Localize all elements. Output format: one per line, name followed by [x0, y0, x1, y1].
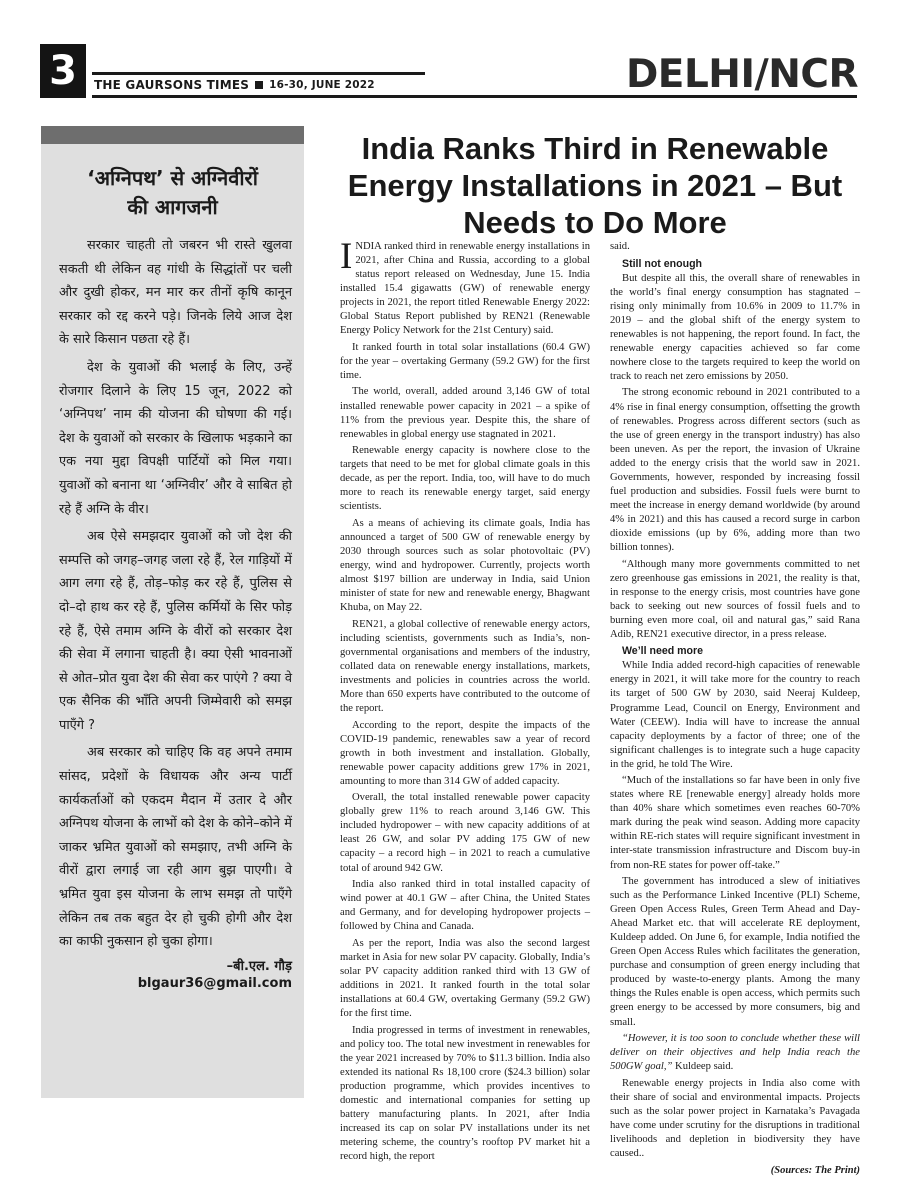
article-column-1	[340, 236, 590, 1167]
article-column-2	[610, 240, 860, 1178]
article-paragraph: According to the report, despite the impacts of the COVID-19 pandemic, renewables saw a year of record growth in both investment and installation. Globally, renewable power capacity additions grew 17% in 2021, amounting to more than 314 GW of added capacity.	[340, 719, 590, 787]
article-paragraph: But despite all this, the overall share of renewables in the world’s final energy consumption has stagnated – rising only minimally from 10.6% in 2009 to 11.7% in 2019 – and the global shift of the energy system to renewables is not happening, the report found. In fact, the renewable energy capacities achieved so far come nowhere close to the targets required to keep the world on track to reach net zero emissions by 2050.	[610, 272, 860, 382]
article-paragraph	[610, 1032, 860, 1074]
opinion-paragraph: सरकार चाहती तो जबरन भी रास्ते खुलवा सकती थी लेकिन वह गांधी के सिद्धांतों पर चली और दुखी होकर, मन मार कर तीनों कृषि कानून सरकार को रद्द करने पड़े। जिनके लिये आज देश के सारे किसान पछता रहे हैं।	[59, 238, 292, 348]
article-subhead: Still not enough	[622, 257, 703, 270]
article-paragraph: Renewable energy projects in India also come with their share of social and environmental impacts. Projects such as the solar power project in Karnataka’s Pavagada have come under scrutiny for the disruptions in traditional livelihoods and depletion in biodiversity they have caused..	[610, 1077, 860, 1159]
article-paragraph: While India added record-high capacities of renewable energy in 2021, it will take more for the country to reach its target of 500 GW by 2030, said Neeraj Kuldeep, Programme Lead, Council on Energy, Environment and Water (CEEW). India will have to increase the annual capacity deployments by a factor of three; one of the significant challenges is to integrate such a huge capacity in the grid, he told The Wire.	[610, 660, 860, 770]
article-paragraph: “Although many more governments committed to net zero greenhouse gas emissions in 2021, the reality is that, in response to the energy crisis, most countries have gone back to seeking out new sources of fossil fuels and to burning even more coal, oil and natural gas,” said Rana Adib, REN21 executive director, in a press release.	[610, 558, 860, 640]
article-paragraph: Overall, the total installed renewable power capacity globally grew 11% to reach around 3,146 GW. This included hydropower – with new capacity additions of at least 26 GW, and solar PV adding 175 GW of new capacity – a record high – in 2021 to reach a cumulative total of around 942 GW.	[340, 792, 590, 874]
opinion-title	[59, 164, 286, 222]
article-paragraph: INDIA ranked third in renewable energy installations in 2021, after China and Russia, according to a global status report released on Wednesday, June 15. India installed 15.4 gigawatts (GW) of renewable energy projects in 2021, the report titled Renewable Energy 2022: Global Status Report published by REN21 (Renewable Energy Policy Network for the 21st Century) said.	[340, 236, 590, 337]
opinion-paragraph: अब सरकार को चाहिए कि वह अपने तमाम सांसद, प्रदेशों के विधायक और अन्य पार्टी कार्यकर्ताओं को एकदम मैदान में उतार दे और अग्निपथ योजना के लाभों को देश के कोने–कोने में जाकर भ्रमित युवाओं को समझाए, तभी अग्नि के वीरों द्वारा लगाई जा रही आग बुझ पाएगी। वे भ्रमित युवा इस योजना के लाभ समझ तो पाएँगे लेकिन तब तक बहुत देर हो चुकी होगी और देश का काफी नुकसान हो चुका होगा।	[59, 745, 292, 950]
article-paragraph: Renewable energy capacity is nowhere close to the targets that need to be met for global climate goals in this decade, as per the report. India, too, will have to do much more to reach its renewable energy target, said energy scientists.	[340, 445, 590, 513]
opinion-paragraph: अब ऐसे समझदार युवाओं को जो देश की सम्पत्ति को जगह–जगह जला रहे हैं, रेल गाड़ियों में आग लगा रहे हैं, तोड़–फोड़ कर रहे हैं, पुलिस से दो–दो हाथ कर रहे हैं, पुलिस कर्मियों के सिर फोड़ रहे हैं, ऐसे तमाम अग्नि के वीरों को सरकार देश की सेवा में लगाना चाहती है। क्या ऐसी भावनाओं से ओत–प्रोत युवा देश की सेवा कर पाएंगे ? क्या वे एक सैनिक की भाँति अपनी जिम्मेवारी को समझ पाएँगे ?	[59, 529, 292, 733]
opinion-paragraph: देश के युवाओं की भलाई के लिए, उन्हें रोजगार दिलाने के लिए 15 जून, 2022 को ‘अग्निपथ’ नाम की योजना की घोषणा की गई। देश के युवाओं को सरकार के खिलाफ भड़काने का एक नया मुद्दा विपक्षी पार्टियों को मिल गया। युवाओं को बनाना था ‘अग्निवीर’ और वे साबित हो रहे हैं अग्नि के वीर।	[59, 359, 292, 517]
article-paragraph: The government has introduced a slew of initiatives such as the Performance Linked Incentive (PLI) Scheme, Green Open Access Rules, Green Term Ahead and Day-Ahead Market etc. that will accelerate RE deployment, Kuldeep added. On June 6, for example, India notified the Green Open Access Rules which facilitates the generation, purchase and consumption of green energy including that produced by waste-to-energy plants. Among the many things the Rules enable is open access, which permits such green energy to be accessed by more consumers, big and small.	[610, 876, 860, 1028]
article-paragraph: It ranked fourth in total solar installations (60.4 GW) for the year – overtaking Germany (59.2 GW) for the first time.	[340, 341, 590, 381]
article-paragraph: “Much of the installations so far have been in only five states where RE [renewable energy] already holds more than 40% share which sometimes even reaches 60-70% mark during the peak wind season. Adding more capacity within RE-rich states will require significant investment in inter-state transmission infrastructure and Discom buy-in from non-RE states for power off-take.”	[610, 775, 860, 871]
page-number: 3	[40, 44, 86, 98]
article-paragraph: The world, overall, added around 3,146 GW of total installed renewable power capacity in 2021 – a spike of 11% from the previous year. Despite this, the share of renewables in global energy use stagnated in 2021.	[340, 386, 590, 440]
opinion-title-line-1: ‘अग्निपथ’ से अग्निवीरों	[87, 166, 258, 190]
article-paragraph: REN21, a global collective of renewable energy actors, including scientists, governments such as India’s, non-governmental organisations and members of the industry, collated data on renewable energy installations, markets, investments and policies in countries across the world. More than 650 experts have contributed to the outcome of the report.	[340, 618, 590, 714]
drop-cap: I	[340, 236, 353, 277]
masthead	[92, 72, 425, 98]
article-sources: (Sources: The Print)	[770, 1164, 860, 1176]
opinion-box	[41, 126, 304, 1098]
issue-date: 16-30, JUNE 2022	[269, 79, 375, 91]
opinion-title-line-2: की आगजनी	[127, 195, 218, 219]
article-paragraph: said.	[610, 241, 630, 252]
opinion-body	[41, 234, 304, 954]
opinion-author: –बी.एल. गौड़	[226, 958, 292, 974]
article-paragraph: As per the report, India was also the second largest market in Asia for new solar PV capacity. Globally, India’s solar PV capacity addition ranked third with 13 GW of additions in 2021. It ranked fourth in the total solar installations at 60.4 GW, overtaking Germany (59.2 GW) for the first time.	[340, 937, 590, 1019]
article-paragraph: India also ranked third in total installed capacity of wind power at 40.1 GW – after China, the United States and Germany, and for developing hydropower projects – followed by China and Canada.	[340, 879, 590, 933]
article-paragraph: India progressed in terms of investment in renewables, and policy too. The total new investment in renewables for the year 2021 increased by 70% to $11.3 billion. India also extended its national Rs 18,100 crore ($24.3 billion) solar production programme, which provides incentives to domestic and international companies for setting up battery manufacturing plants. In 2021, after India increased its cap on solar PV installations under its net metering scheme, the country’s rooftop PV market hit a record high, the report	[340, 1024, 590, 1162]
section-title: DELHI/NCR	[625, 52, 858, 97]
article-paragraph: The strong economic rebound in 2021 contributed to a 4% rise in final energy consumption, offsetting the growth of renewables. Progress across different sectors (such as the use of green energy in the transport industry) has also been uneven. As per the report, the invasion of Ukraine added to the energy crisis that the world saw in 2021. Governments, however, responded by increasing fossil fuel production and subsidies. Fossil fuels were burnt to meet the increase in energy demand worldwide (by around 4% in 2021) and this has caused a record surge in carbon dioxide emissions (up by 6%, adding more than two billion tonnes).	[610, 387, 860, 553]
separator-square	[255, 81, 263, 89]
article-paragraph: As a means of achieving its climate goals, India has announced a target of 500 GW of renewable energy by 2030 through sources such as solar photovoltaic (PV) energy, wind and hydropower. Currently, projects worth almost $197 billion are underway in India, said Union minister of state for new and renewable energy, Bhagwant Khuba, on May 22.	[340, 517, 590, 614]
author-email: blgaur36@gmail.com	[137, 975, 292, 991]
pull-quote: “However, it is too soon to conclude whether these will deliver on their objectives and help India reach the 500GW goal,”	[610, 1033, 860, 1073]
quote-attribution: Kuldeep said.	[672, 1061, 734, 1073]
article-headline: India Ranks Third in Renewable Energy Installations in 2021 – But Needs to Do More	[347, 131, 843, 240]
publication-name: THE GAURSONS TIMES	[94, 78, 250, 92]
article-subhead: We’ll need more	[622, 645, 704, 658]
